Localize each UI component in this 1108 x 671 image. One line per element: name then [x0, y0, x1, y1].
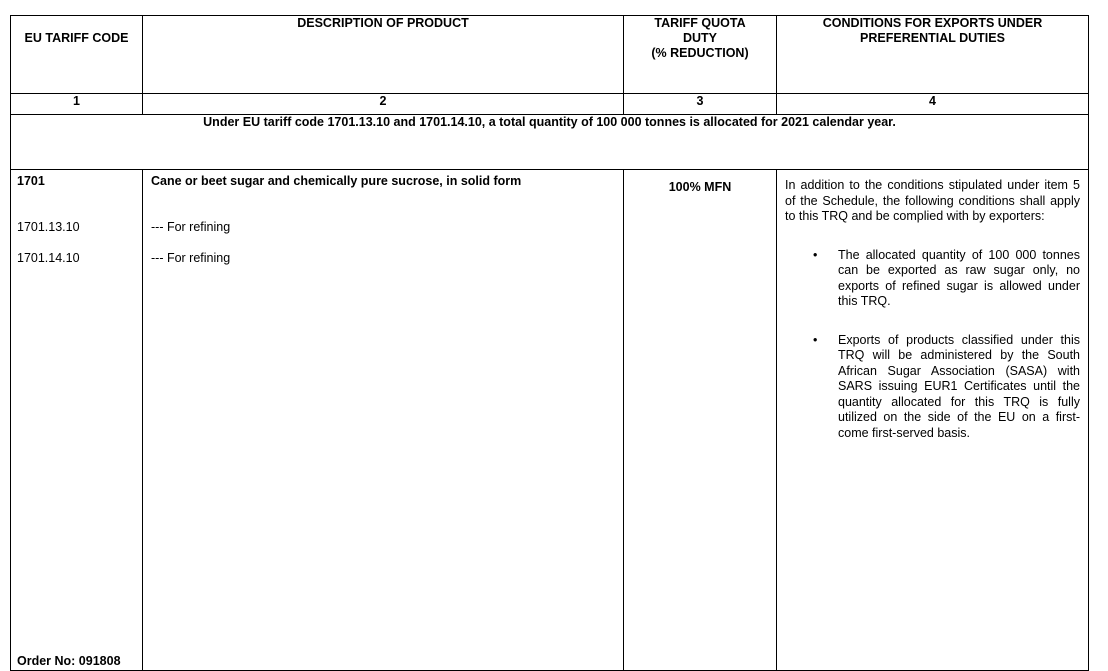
description-1701-13-10: --- For refining — [151, 220, 231, 234]
bullet-icon: • — [813, 332, 818, 347]
description-1701-14-10: --- For refining — [151, 251, 231, 265]
column-number-1: 1 — [11, 94, 143, 115]
tariff-body-row — [11, 170, 1089, 671]
condition-text: The allocated quantity of 100 000 tonnes can be exported as raw sugar only, no exports of refined sugar is allowed under this TRQ. — [838, 247, 1080, 308]
header-row — [11, 16, 1089, 94]
condition-bullet-item — [785, 333, 1080, 442]
conditions-cell — [777, 170, 1089, 671]
description-1701: Cane or beet sugar and chemically pure sucrose, in solid form — [151, 174, 522, 188]
header-conditions — [777, 16, 1089, 94]
condition-text: Exports of products classified under this TRQ will be administered by the South African Sugar Association (SASA) with SARS issuing EUR1 Certificates until the quantity allocated for this TRQ is fully utilized on the side of the EU on a first-come first-served basis. — [838, 332, 1080, 440]
tariff-table — [10, 15, 1089, 671]
order-number: Order No: 091808 — [17, 654, 121, 668]
description-cell — [143, 170, 624, 671]
header-tariff-quota-duty — [624, 16, 777, 94]
column-number-3: 3 — [624, 94, 777, 115]
column-number-2: 2 — [143, 94, 624, 115]
tariff-code-1701-13-10: 1701.13.10 — [17, 220, 80, 234]
header-tariff-quota-line3: (% REDUCTION) — [651, 46, 749, 60]
tariff-quota-duty-value: 100% MFN — [668, 180, 732, 194]
tariff-code-1701-14-10: 1701.14.10 — [17, 251, 80, 265]
header-tariff-quota-line1: TARIFF QUOTA — [654, 16, 746, 30]
header-conditions-line1: CONDITIONS FOR EXPORTS UNDER — [822, 16, 1043, 30]
header-description: DESCRIPTION OF PRODUCT — [143, 16, 624, 94]
header-conditions-line2: PREFERENTIAL DUTIES — [860, 31, 1005, 45]
allocation-note-row — [11, 115, 1089, 170]
column-number-row — [11, 94, 1089, 115]
allocation-note: Under EU tariff code 1701.13.10 and 1701.14.10, a total quantity of 100 000 tonnes is allocated for 2021 calendar year. — [11, 115, 1089, 170]
condition-bullet-item — [785, 248, 1080, 310]
bullet-icon: • — [813, 247, 818, 262]
header-tariff-quota-line2: DUTY — [682, 31, 718, 45]
code-cell — [11, 170, 143, 671]
duty-cell — [624, 170, 777, 671]
conditions-intro: In addition to the conditions stipulated under item 5 of the Schedule, the following conditions shall apply to this TRQ and be complied with by exporters: — [785, 178, 1080, 223]
tariff-code-1701: 1701 — [17, 174, 45, 188]
header-eu-tariff-code: EU TARIFF CODE — [11, 16, 143, 94]
conditions-bullet-list — [785, 248, 1080, 442]
column-number-4: 4 — [777, 94, 1089, 115]
